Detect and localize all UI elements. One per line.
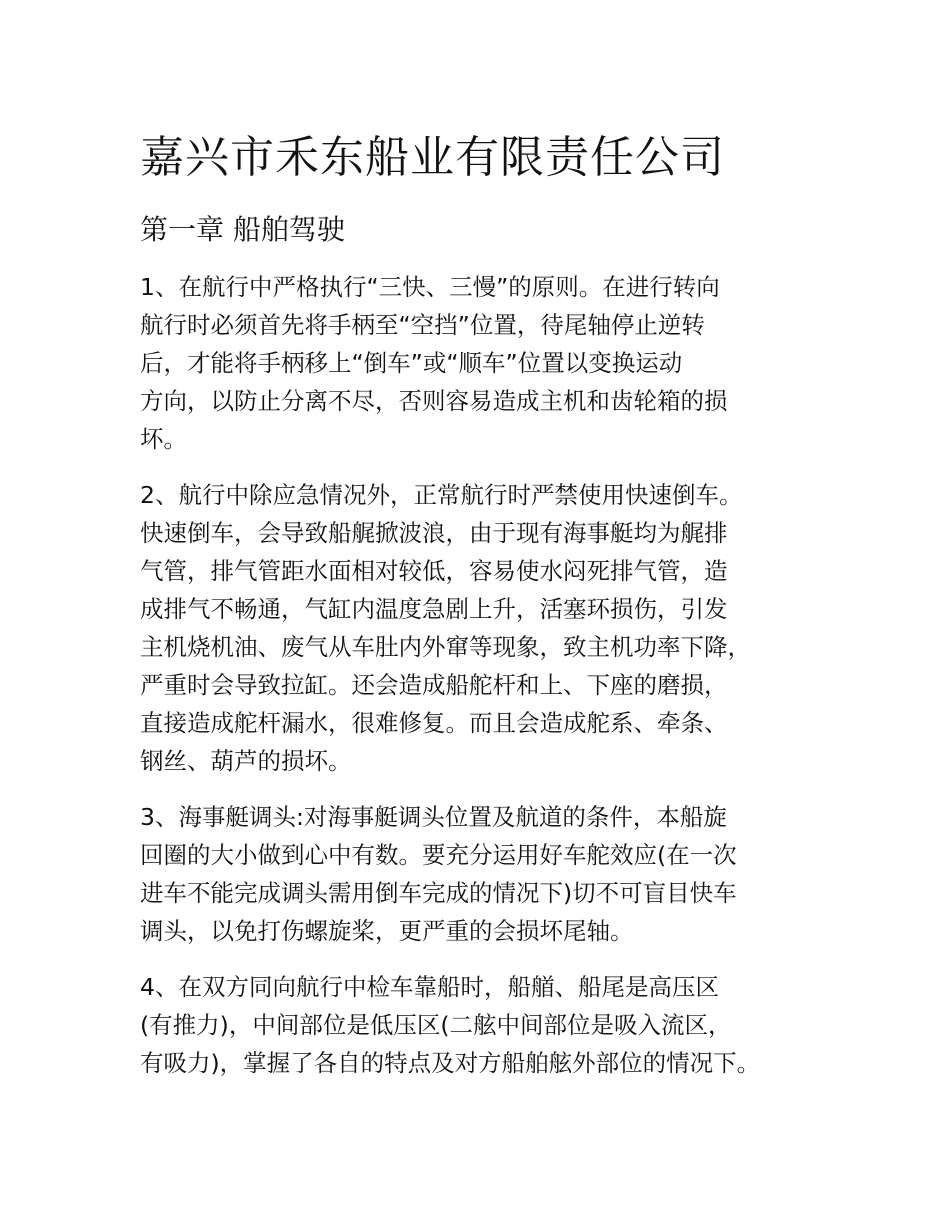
document-page	[140, 120, 830, 1100]
paragraph-line: 有吸力)，掌握了各自的特点及对方船舶舷外部位的情况下。	[140, 1049, 761, 1077]
paragraph-line: 成排气不畅通，气缸内温度急剧上升，活塞环损伤，引发	[140, 595, 728, 623]
paragraph-line: 2、航行中除应急情况外，正常航行时严禁使用快速倒车。	[140, 481, 743, 509]
paragraph-line: 后，才能将手柄移上“倒车”或“顺车”位置以变换运动	[140, 349, 683, 377]
paragraph-line: 严重时会导致拉缸。还会造成船舵杆和上、下座的磨损，	[140, 671, 728, 699]
paragraph-line: 进车不能完成调头需用倒车完成的情况下)切不可盲目快车	[140, 879, 737, 907]
document-title: 嘉兴市禾东船业有限责任公司	[140, 132, 725, 183]
paragraph-line: 1、在航行中严格执行“三快、三慢”的原则。在进行转向	[140, 273, 720, 301]
paragraph-line: 气管，排气管距水面相对较低，容易使水闷死排气管，造	[140, 557, 728, 585]
paragraph-line: 3、海事艇调头:对海事艇调头位置及航道的条件，本船旋	[140, 803, 727, 831]
paragraph-line: (有推力)，中间部位是低压区(二舷中间部位是吸入流区，	[140, 1011, 732, 1039]
paragraph-3	[140, 798, 830, 950]
paragraph-line: 调头，以免打伤螺旋桨，更严重的会损坏尾轴。	[140, 917, 634, 945]
paragraph-line: 直接造成舵杆漏水，很难修复。而且会造成舵系、牵条、	[140, 709, 728, 737]
paragraph-line: 4、在双方同向航行中检车靠船时，船艏、船尾是高压区	[140, 973, 719, 1001]
paragraph-4	[140, 968, 830, 1082]
paragraph-2	[140, 476, 830, 780]
paragraph-line: 主机烧机油、废气从车肚内外窜等现象，致主机功率下降，	[140, 633, 751, 661]
paragraph-line: 钢丝、葫芦的损坏。	[140, 747, 352, 775]
paragraph-line: 坏。	[140, 425, 187, 453]
paragraph-1	[140, 268, 830, 458]
paragraph-line: 回圈的大小做到心中有数。要充分运用好车舵效应(在一次	[140, 841, 737, 869]
paragraph-line: 航行时必须首先将手柄至“空挡”位置，待尾轴停止逆转	[140, 311, 705, 339]
paragraph-line: 方向，以防止分离不尽，否则容易造成主机和齿轮箱的损	[140, 387, 728, 415]
chapter-title: 第一章 船舶驾驶	[140, 213, 345, 246]
paragraph-line: 快速倒车，会导致船艉掀波浪，由于现有海事艇均为艉排	[140, 519, 728, 547]
